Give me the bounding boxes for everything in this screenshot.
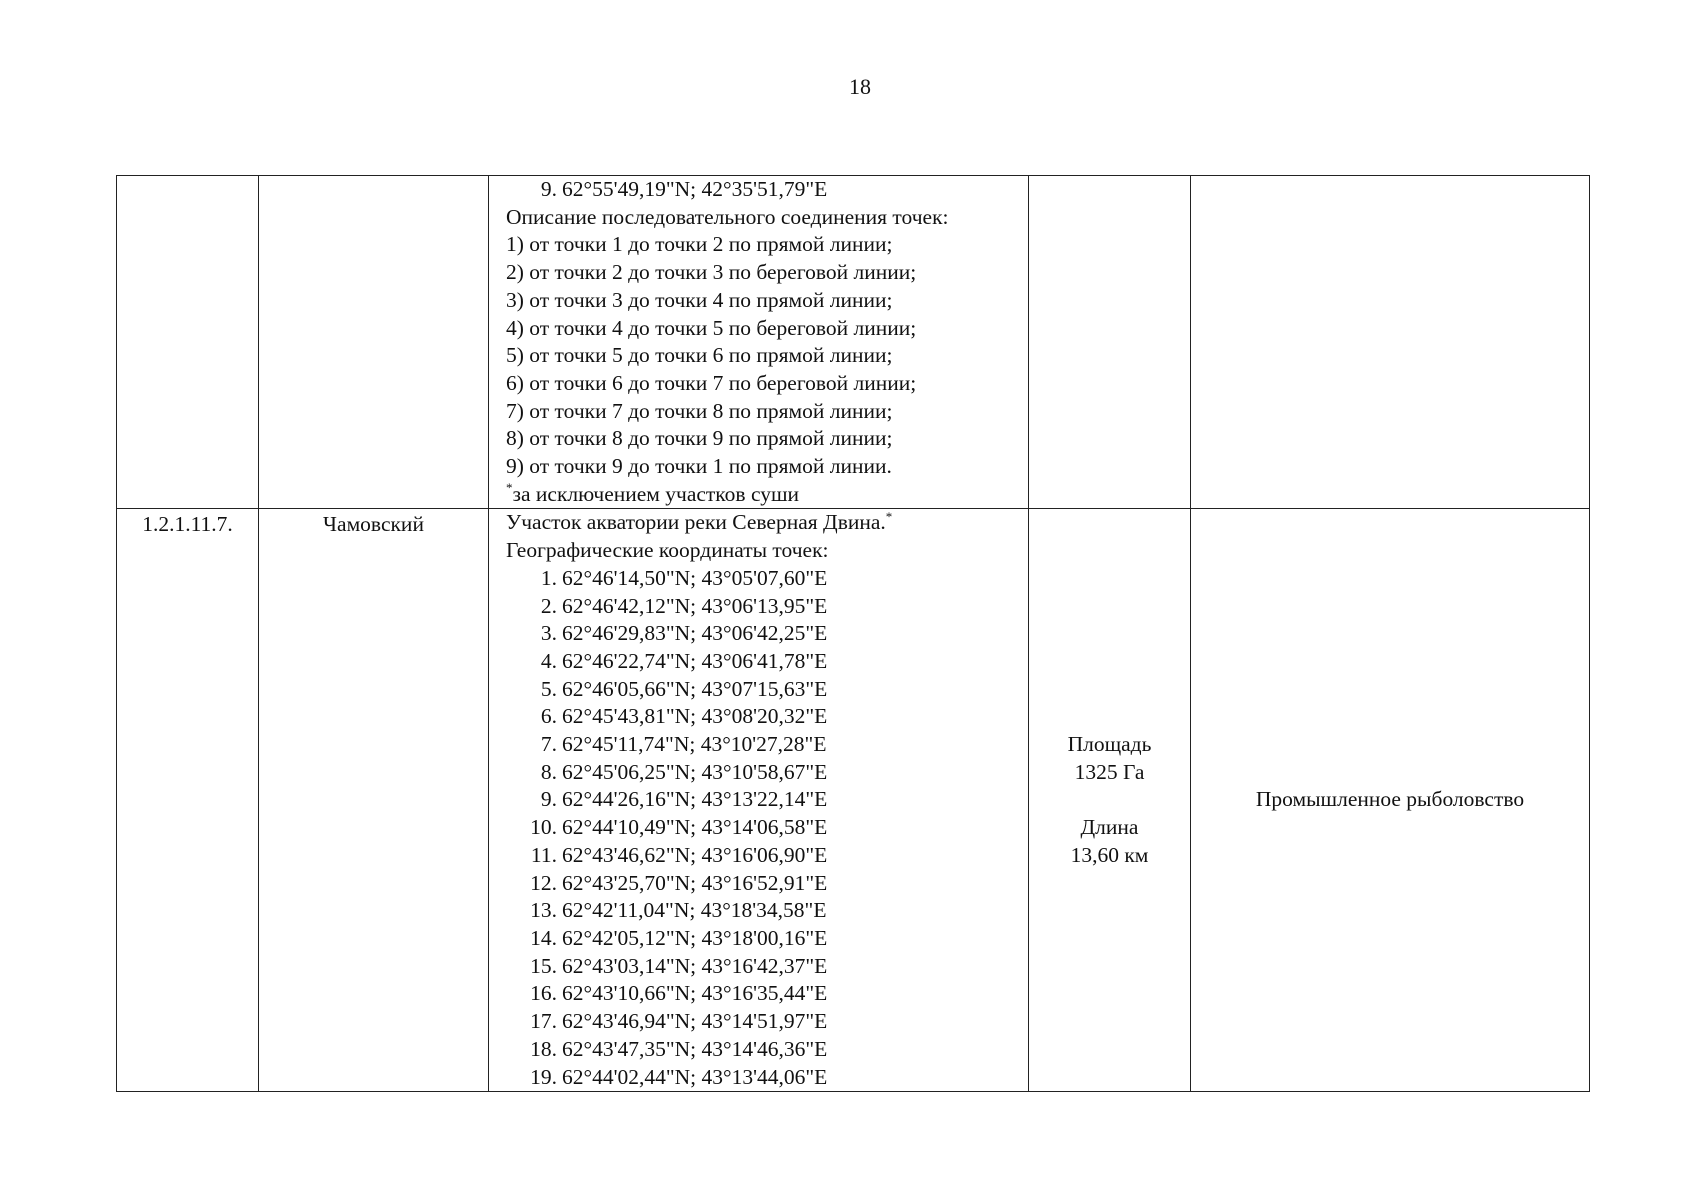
connection-line: 9) от точки 9 до точки 1 по прямой линии. xyxy=(506,454,892,479)
coordinate-point xyxy=(506,897,1028,925)
length-label: Длина xyxy=(1080,815,1139,840)
point-number: 10. xyxy=(530,815,557,840)
coordinate-point xyxy=(506,786,1028,814)
point-coordinates: 62°43'10,66"N; 43°16'35,44"E xyxy=(562,981,828,1006)
point-number: 8. xyxy=(540,759,557,784)
point-number: 5. xyxy=(540,676,557,701)
point-number: 3. xyxy=(540,621,557,646)
point-number: 14. xyxy=(530,925,557,950)
footnote-mark: * xyxy=(885,509,893,525)
area-name: Чамовский xyxy=(259,509,489,1092)
connection-line: 3) от точки 3 до точки 4 по прямой линии; xyxy=(506,287,893,312)
point-number: 15. xyxy=(530,953,557,978)
area-title-text: Участок акватории реки Северная Двина. xyxy=(506,510,886,535)
point-coordinates: 62°42'11,04"N; 43°18'34,58"E xyxy=(562,898,827,923)
point-number: 12. xyxy=(530,870,557,895)
footnote-mark: * xyxy=(506,479,513,495)
connection-line: 2) от точки 2 до точки 3 по береговой линии; xyxy=(506,260,917,285)
point-number: 17. xyxy=(530,1009,557,1034)
coords-heading: Географические координаты точек: xyxy=(506,538,829,563)
point-number: 4. xyxy=(540,648,557,673)
metrics-cell-empty xyxy=(1029,176,1191,509)
connection-line: 8) от точки 8 до точки 9 по прямой линии; xyxy=(506,426,893,451)
point-number: 19. xyxy=(530,1064,557,1089)
point-number: 2. xyxy=(540,593,557,618)
coordinate-point xyxy=(506,759,1028,787)
connection-line: 4) от точки 4 до точки 5 по береговой линии; xyxy=(506,315,917,340)
table-row-chamovsky xyxy=(117,509,1590,1092)
point-number: 9. xyxy=(540,787,557,812)
table-row-continued xyxy=(117,176,1590,509)
point-number: 1. xyxy=(540,565,557,590)
connections-title: Описание последовательного соединения точек: xyxy=(506,204,949,229)
coordinate-point xyxy=(506,1036,1028,1064)
connection-line: 7) от точки 7 до точки 8 по прямой линии; xyxy=(506,398,893,423)
coordinate-point xyxy=(506,814,1028,842)
point-coordinates: 62°44'26,16"N; 43°13'22,14"E xyxy=(562,787,828,812)
coordinate-point xyxy=(506,648,1028,676)
length-value: 13,60 км xyxy=(1070,843,1149,868)
coordinate-point xyxy=(506,676,1028,704)
coordinate-point xyxy=(506,1064,1028,1092)
point-coordinates: 62°46'05,66"N; 43°07'15,63"E xyxy=(562,676,828,701)
point-coordinates: 62°55'49,19"N; 42°35'51,79"E xyxy=(562,177,828,201)
area-title xyxy=(506,509,1028,537)
point-coordinates: 62°45'11,74"N; 43°10'27,28"E xyxy=(562,732,827,757)
description-cell xyxy=(489,176,1029,509)
point-coordinates: 62°46'42,12"N; 43°06'13,95"E xyxy=(562,593,828,618)
point-number: 6. xyxy=(540,704,557,729)
point-coordinates: 62°46'29,83"N; 43°06'42,25"E xyxy=(562,621,828,646)
point-number: 18. xyxy=(530,1036,557,1061)
point-number: 9. xyxy=(540,177,557,201)
point-coordinates: 62°42'05,12"N; 43°18'00,16"E xyxy=(562,925,828,950)
footnote xyxy=(506,481,1028,509)
connection-line: 5) от точки 5 до точки 6 по прямой линии; xyxy=(506,343,893,368)
point-number: 7. xyxy=(540,732,557,757)
coordinate-point xyxy=(506,953,1028,981)
description-cell xyxy=(489,509,1029,1092)
point-number: 16. xyxy=(530,981,557,1006)
point-coordinates: 62°43'47,35"N; 43°14'46,36"E xyxy=(562,1036,828,1061)
point-coordinates: 62°46'14,50"N; 43°05'07,60"E xyxy=(562,565,828,590)
metrics-cell xyxy=(1029,509,1191,1092)
point-coordinates: 62°46'22,74"N; 43°06'41,78"E xyxy=(562,648,828,673)
point-coordinates: 62°44'10,49"N; 43°14'06,58"E xyxy=(562,815,828,840)
page-number: 18 xyxy=(849,74,871,99)
fishing-areas-table xyxy=(116,175,1590,1092)
coordinate-point xyxy=(506,980,1028,1008)
point-coordinates: 62°43'03,14"N; 43°16'42,37"E xyxy=(562,953,828,978)
coordinate-point xyxy=(506,620,1028,648)
coordinate-list xyxy=(506,565,1028,1091)
point-coordinates: 62°43'25,70"N; 43°16'52,91"E xyxy=(562,870,828,895)
connection-line: 6) от точки 6 до точки 7 по береговой линии; xyxy=(506,370,917,395)
coordinate-point xyxy=(506,593,1028,621)
area-code: 1.2.1.11.7. xyxy=(117,509,259,1092)
coordinate-point xyxy=(506,565,1028,593)
coordinate-point xyxy=(506,925,1028,953)
coordinate-point xyxy=(506,1008,1028,1036)
coordinate-point xyxy=(506,842,1028,870)
usage-type: Промышленное рыболовство xyxy=(1191,509,1590,1092)
area-value: 1325 Га xyxy=(1074,759,1145,784)
point-coordinates: 62°43'46,62"N; 43°16'06,90"E xyxy=(562,842,828,867)
point-coordinates: 62°44'02,44"N; 43°13'44,06"E xyxy=(562,1064,828,1089)
coordinate-point xyxy=(506,703,1028,731)
usage-cell-empty xyxy=(1191,176,1590,509)
point-number: 11. xyxy=(530,842,557,867)
code-cell-empty xyxy=(117,176,259,509)
coordinate-point xyxy=(506,176,1028,204)
point-coordinates: 62°45'06,25"N; 43°10'58,67"E xyxy=(562,759,828,784)
point-coordinates: 62°45'43,81"N; 43°08'20,32"E xyxy=(562,704,828,729)
footnote-text: за исключением участков суши xyxy=(512,481,800,506)
coordinate-point xyxy=(506,870,1028,898)
point-number: 13. xyxy=(530,898,557,923)
name-cell-empty xyxy=(259,176,489,509)
coordinate-point xyxy=(506,731,1028,759)
point-coordinates: 62°43'46,94"N; 43°14'51,97"E xyxy=(562,1009,828,1034)
connection-line: 1) от точки 1 до точки 2 по прямой линии; xyxy=(506,232,893,257)
area-label: Площадь xyxy=(1067,731,1152,756)
